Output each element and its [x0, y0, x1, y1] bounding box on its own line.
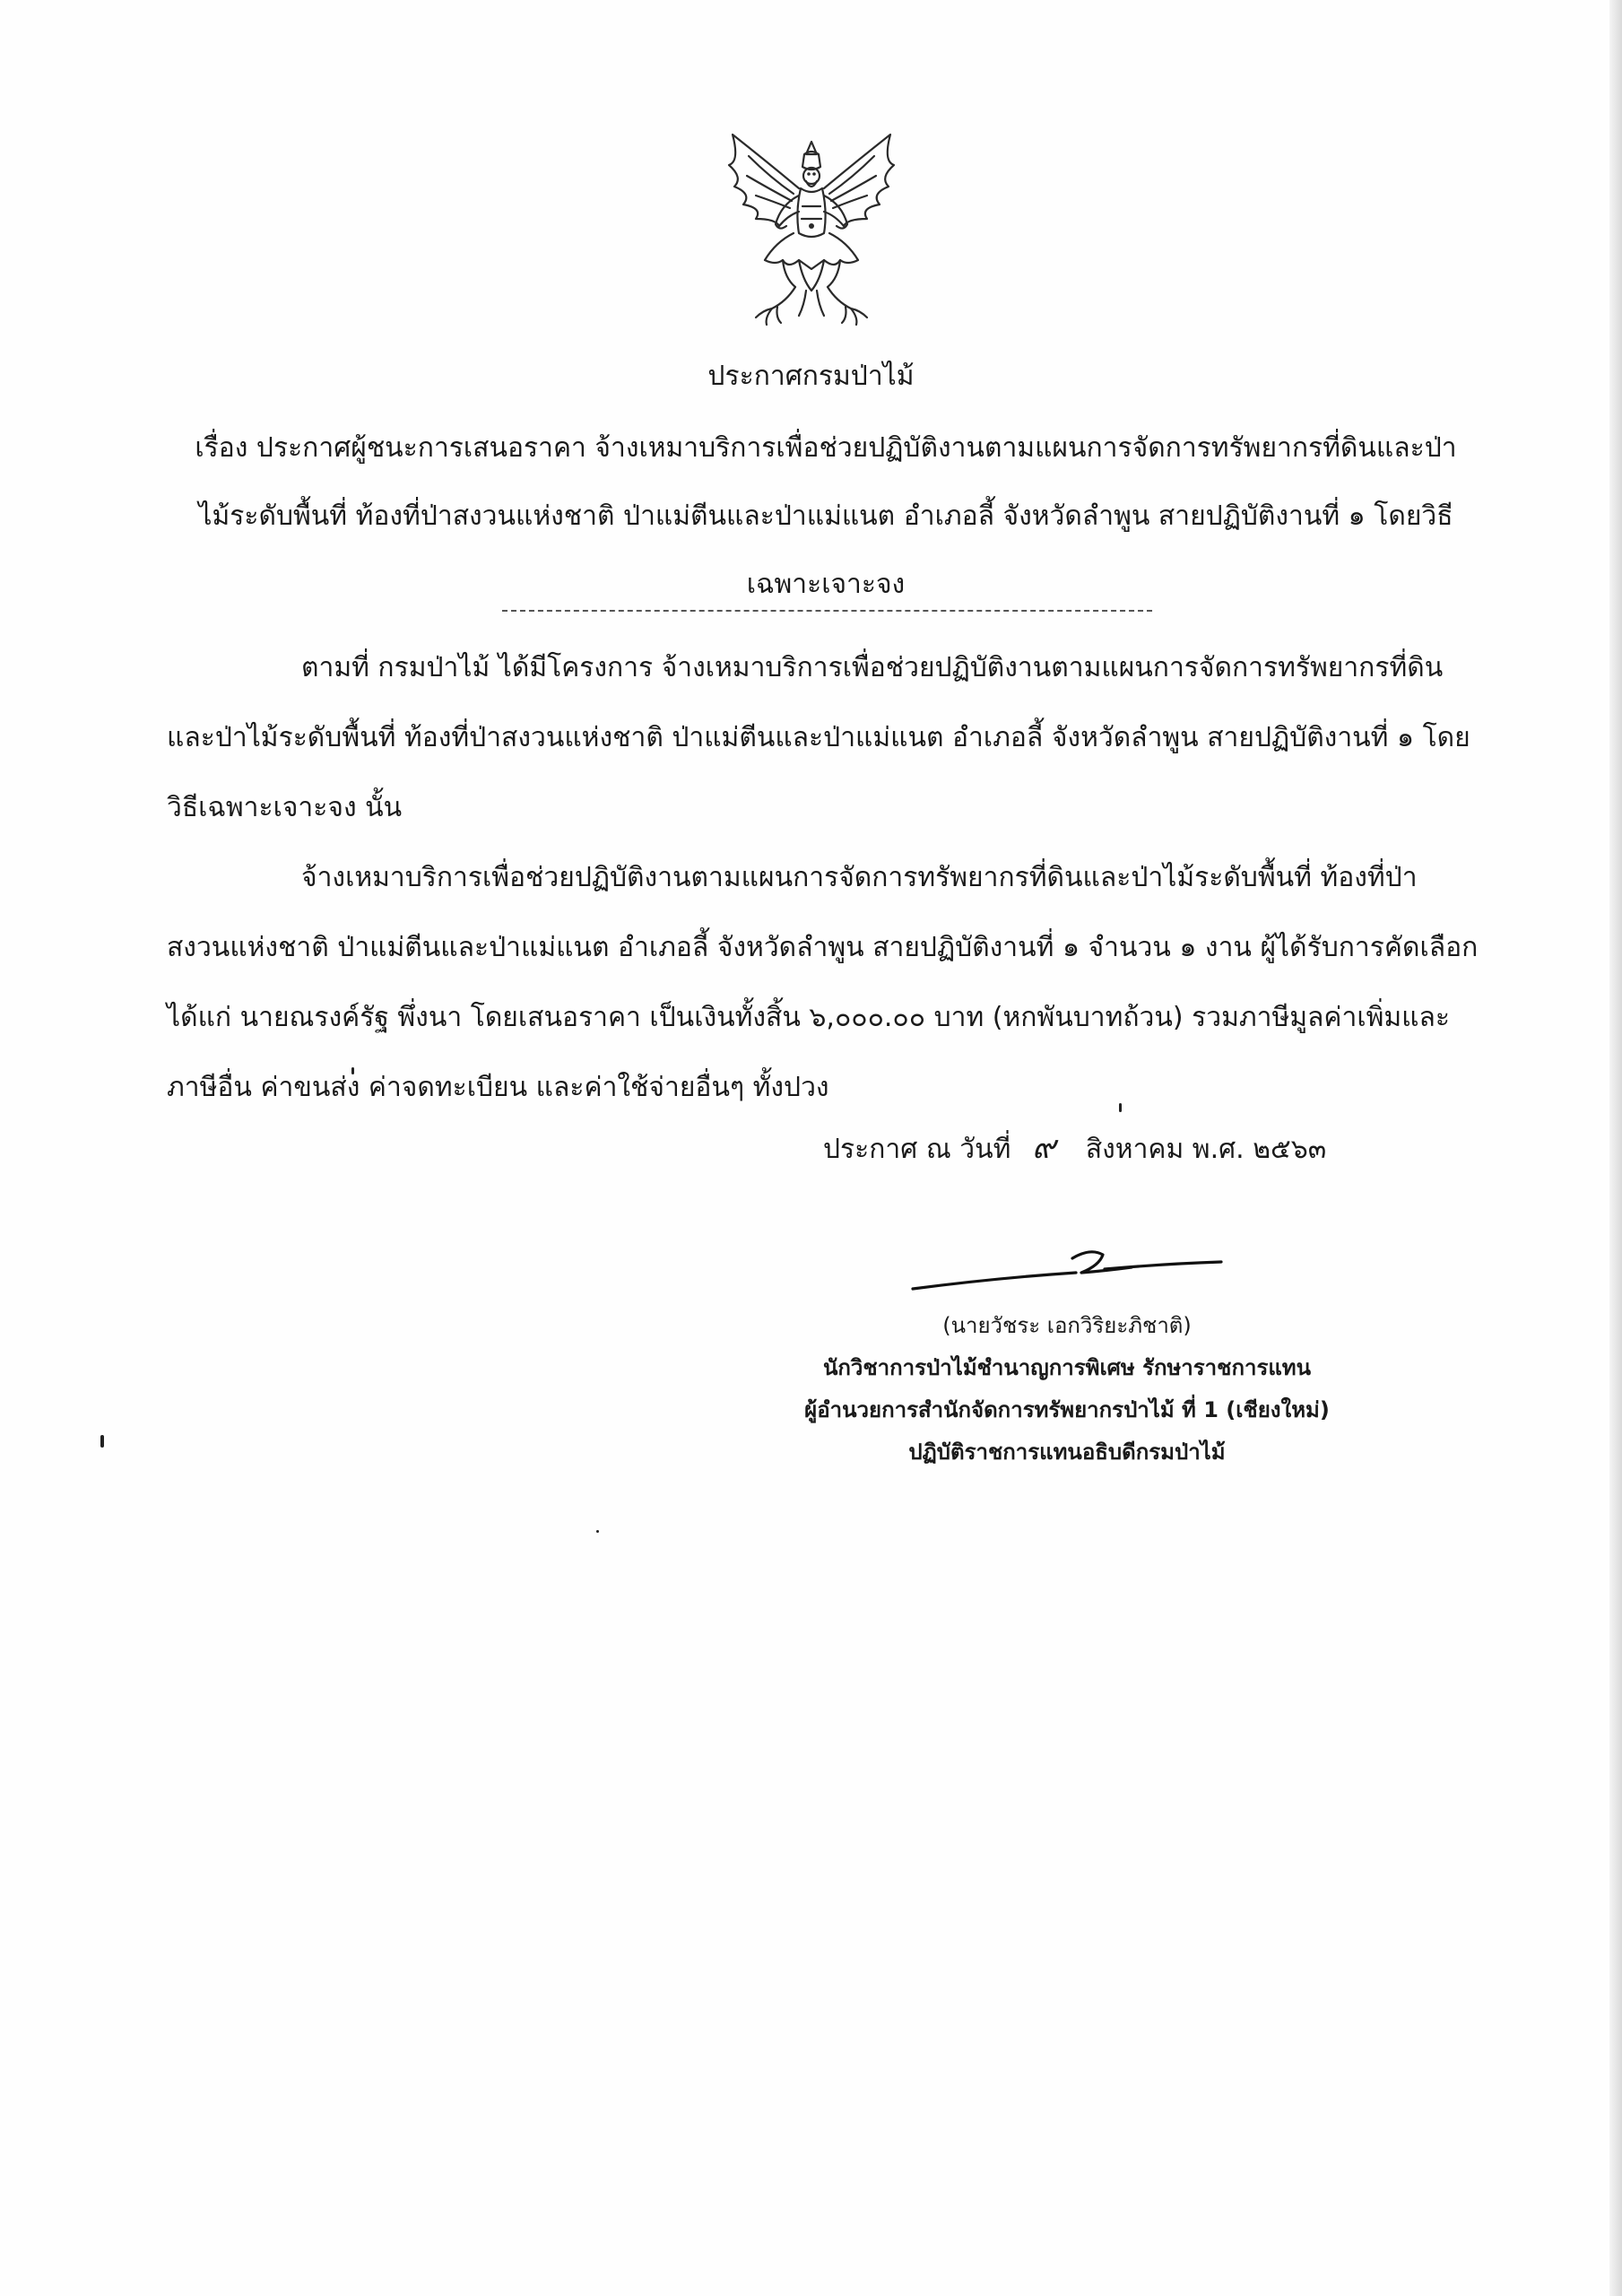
subject-block [167, 414, 1485, 619]
signer-position: ปฏิบัติราชการแทนอธิบดีกรมป่าไม้ [908, 1439, 1226, 1465]
announcement-date [823, 1128, 1326, 1170]
scan-speck [100, 1435, 104, 1448]
body-line: จ้างเหมาบริการเพื่อช่วยปฏิบัติงานตามแผนการจัดการทรัพยากรที่ดินและป่าไม้ระดับพื้นที่ ท้องที่ป่า [301, 862, 1418, 893]
date-suffix: สิงหาคม พ.ศ. ๒๕๖๓ [1085, 1134, 1327, 1165]
document-title: ประกาศกรมป่าไม้ [707, 361, 915, 392]
signer-position: นักวิชาการป่าไม้ชำนาญการพิเศษ รักษาราชการแทน [822, 1355, 1312, 1380]
subject-line: เรื่อง ประกาศผู้ชนะการเสนอราคา จ้างเหมาบริการเพื่อช่วยปฏิบัติงานตามแผนการจัดการทรัพยากรที่ดินและป่า [195, 432, 1457, 464]
date-day-handwritten: ๙ [1031, 1129, 1056, 1166]
body-line: และป่าไม้ระดับพื้นที่ ท้องที่ป่าสงวนแห่งชาติ ป่าแม่ตีนและป่าแม่แนต อำเภอลี้ จังหวัดลำพูน สายปฏิบัติงานที่ ๑ โดย [167, 722, 1470, 753]
garuda-emblem-icon [713, 126, 910, 336]
body-line: ตามที่ กรมป่าไม้ ได้มีโครงการ จ้างเหมาบริการเพื่อช่วยปฏิบัติงานตามแผนการจัดการทรัพยากรที่ดิน [301, 652, 1444, 683]
handwritten-signature-icon [897, 1224, 1237, 1305]
body-line: สงวนแห่งชาติ ป่าแม่ตีนและป่าแม่แนต อำเภอลี้ จังหวัดลำพูน สายปฏิบัติงานที่ ๑ จำนวน ๑ งาน ผู้ได้รับการคัดเลือก [167, 932, 1479, 963]
body-line: ได้แก่ นายณรงค์รัฐ พึ่งนา โดยเสนอราคา เป็นเงินทั้งสิ้น ๖,๐๐๐.๐๐ บาท (หกพันบาทถ้วน) รวมภาษีมูลค่าเพิ่มและ [167, 1002, 1450, 1033]
signer-name: (นายวัชระ เอกวิริยะภิชาติ) [942, 1313, 1192, 1338]
scan-edge-shadow [1609, 0, 1622, 2296]
section-divider [502, 610, 1152, 612]
signer-position: ผู้อำนวยการสำนักจัดการทรัพยากรป่าไม้ ที่ 1 (เชียงใหม่) [804, 1397, 1330, 1422]
scan-speck [1119, 1103, 1122, 1112]
date-prefix: ประกาศ ณ วันที่ [823, 1134, 1011, 1165]
body-line: วิธีเฉพาะเจาะจง นั้น [167, 792, 403, 823]
subject-line: เฉพาะเจาะจง [746, 569, 906, 600]
scan-speck [596, 1530, 599, 1533]
subject-line: ไม้ระดับพื้นที่ ท้องที่ป่าสงวนแห่งชาติ ป่าแม่ตีนและป่าแม่แนต อำเภอลี้ จังหวัดลำพูน สายปฏิบัติงานที่ ๑ โดยวิธี [198, 500, 1453, 532]
body-line: ภาษีอื่น ค่าขนส่ง ค่าจดทะเบียน และค่าใช้จ่ายอื่นๆ ทั้งปวง [167, 1072, 829, 1103]
